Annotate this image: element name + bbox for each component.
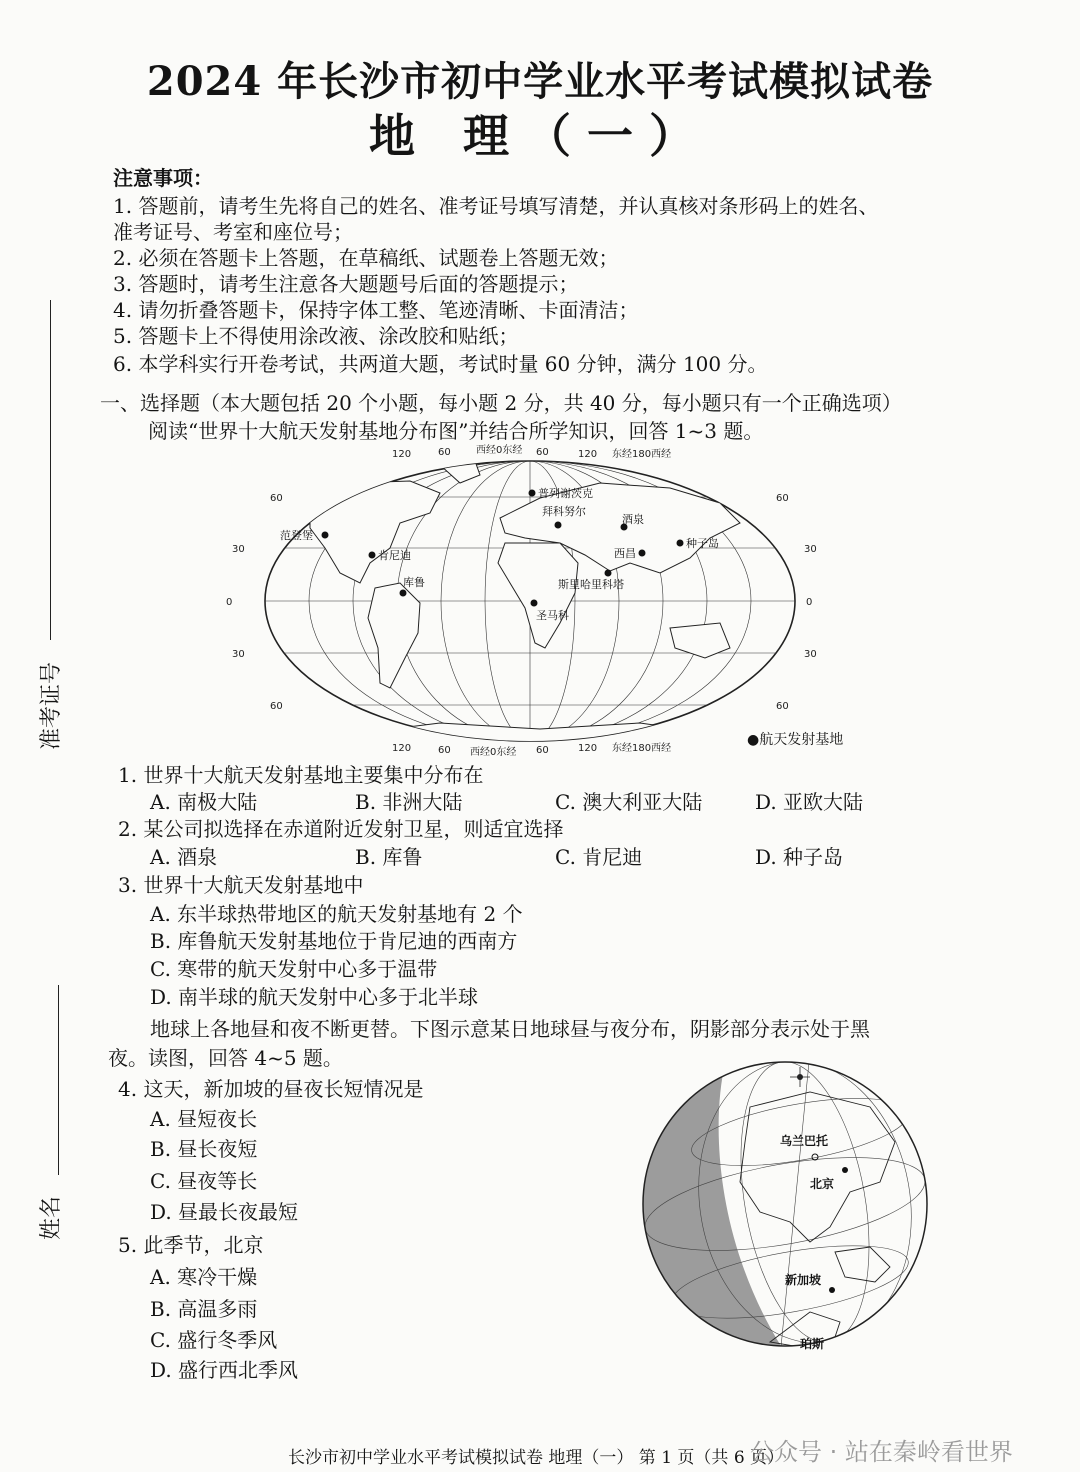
- question-option: A. 昼短夜长: [150, 1107, 258, 1131]
- notice-item: 2. 必须在答题卡上答题，在草稿纸、试题卷上答题无效；: [113, 246, 619, 270]
- map-top-label: 西经0东经: [476, 445, 523, 456]
- question-option: B. 高温多雨: [150, 1297, 258, 1321]
- launch-site-dot: [605, 570, 612, 577]
- launch-site-dot: [529, 490, 536, 497]
- question-option: B. 非洲大陆: [355, 790, 463, 814]
- exam-subtitle: 地 理（一）: [368, 109, 711, 163]
- map-top-label: 120: [578, 449, 598, 460]
- page-footer: 长沙市初中学业水平考试模拟试卷 地理（一） 第 1 页（共 6 页）: [288, 1448, 785, 1468]
- question-option: C. 肯尼迪: [555, 845, 643, 869]
- launch-site-label: 范登堡: [280, 529, 313, 542]
- sidebar-exam-number-label: 准考证号: [39, 661, 64, 750]
- question-option: D. 种子岛: [755, 845, 844, 869]
- launch-site-dot: [400, 590, 407, 597]
- map-left-lat: 60: [270, 701, 283, 712]
- sidebar-name-label: 姓名: [39, 1195, 64, 1240]
- question-option: C. 昼夜等长: [150, 1169, 258, 1193]
- launch-site-label: 酒泉: [622, 513, 644, 526]
- question-stem: 1. 世界十大航天发射基地主要集中分布在: [118, 763, 484, 787]
- day-night-globe: [640, 1052, 930, 1357]
- map-bottom-label: 60: [438, 745, 451, 756]
- question-option: A. 东半球热带地区的航天发射基地有 2 个: [150, 902, 523, 926]
- question-option: D. 昼最长夜最短: [150, 1200, 299, 1224]
- question-stem: 2. 某公司拟选择在赤道附近发射卫星，则适宜选择: [118, 817, 564, 841]
- map-top-label: 60: [536, 447, 549, 458]
- notice-item: 3. 答题时，请考生注意各大题题号后面的答题提示；: [113, 272, 579, 296]
- question-option: D. 盛行西北季风: [150, 1358, 299, 1382]
- question-stem: 3. 世界十大航天发射基地中: [118, 873, 364, 897]
- passage-line: 夜。读图，回答 4~5 题。: [108, 1046, 343, 1070]
- launch-site-label: 斯里哈里科塔: [558, 578, 624, 591]
- map-left-lat: 30: [232, 649, 245, 660]
- map-right-lat: 60: [776, 701, 789, 712]
- watermark: 公众号 · 站在秦岭看世界: [750, 1438, 1013, 1466]
- map-top-label: 60: [438, 447, 451, 458]
- question-option: D. 亚欧大陆: [755, 790, 864, 814]
- question-option: C. 澳大利亚大陆: [555, 790, 703, 814]
- map-legend: ●航天发射基地: [747, 732, 844, 748]
- sidebar-rule-mid: [58, 985, 59, 1175]
- map-right-lat: 30: [804, 544, 817, 555]
- question-option: B. 库鲁航天发射基地位于肯尼迪的西南方: [150, 929, 518, 953]
- question-option: A. 南极大陆: [150, 790, 258, 814]
- launch-site-dot: [677, 540, 684, 547]
- globe-label-singapore: 新加坡: [785, 1273, 822, 1287]
- notice-item: 准考证号、考室和座位号；: [113, 220, 353, 244]
- question-option: A. 寒冷干燥: [150, 1265, 258, 1289]
- launch-site-label: 拜科努尔: [542, 505, 586, 518]
- notice-item: 1. 答题前，请考生先将自己的姓名、准考证号填写清楚，并认真核对条形码上的姓名、: [113, 194, 879, 218]
- exam-title: 2024 年长沙市初中学业水平考试模拟试卷: [146, 58, 934, 105]
- map-right-lat: 30: [804, 649, 817, 660]
- map-top-label: 东经180西经: [612, 449, 672, 460]
- launch-site-label: 西昌: [614, 547, 636, 560]
- map-right-lat: 60: [776, 493, 789, 504]
- launch-site-dot: [322, 532, 329, 539]
- question-option: A. 酒泉: [150, 845, 218, 869]
- launch-site-label: 库鲁: [403, 576, 425, 589]
- launch-site-label: 普列谢茨克: [538, 487, 593, 500]
- sidebar-rule-top: [50, 300, 51, 640]
- globe-label-beijing: 北京: [810, 1177, 835, 1191]
- question-option: D. 南半球的航天发射中心多于北半球: [150, 985, 479, 1009]
- map-bottom-label: 东经180西经: [612, 743, 672, 754]
- question-option: C. 盛行冬季风: [150, 1328, 278, 1352]
- launch-site-dot: [639, 550, 646, 557]
- map-bottom-label: 西经0东经: [470, 747, 517, 758]
- notice-item: 5. 答题卡上不得使用涂改液、涂改胶和贴纸；: [113, 324, 519, 348]
- launch-site-dot: [531, 600, 538, 607]
- notice-item: 6. 本学科实行开卷考试，共两道大题，考试时量 60 分钟，满分 100 分。: [113, 352, 768, 376]
- map-left-lat: 60: [270, 493, 283, 504]
- question-option: C. 寒带的航天发射中心多于温带: [150, 957, 438, 981]
- notice-heading: 注意事项：: [113, 166, 213, 190]
- section-intro: 阅读“世界十大航天发射基地分布图”并结合所学知识，回答 1~3 题。: [148, 419, 764, 443]
- launch-site-dot: [555, 522, 562, 529]
- map-bottom-label: 120: [392, 743, 412, 754]
- world-launch-site-map: [226, 443, 820, 758]
- question-option: B. 昼长夜短: [150, 1137, 258, 1161]
- notice-item: 4. 请勿折叠答题卡，保持字体工整、笔迹清晰、卡面清洁；: [113, 298, 639, 322]
- question-option: B. 库鲁: [355, 845, 423, 869]
- section-heading: 一、选择题（本大题包括 20 个小题，每小题 2 分，共 40 分，每小题只有一个正确选项）: [100, 391, 902, 415]
- launch-site-dot: [369, 552, 376, 559]
- question-stem: 5. 此季节，北京: [118, 1233, 264, 1257]
- question-stem: 4. 这天，新加坡的昼夜长短情况是: [118, 1077, 424, 1101]
- map-left-lat: 30: [232, 544, 245, 555]
- map-left-lat: 0: [226, 597, 233, 608]
- passage-line: 地球上各地昼和夜不断更替。下图示意某日地球昼与夜分布，阴影部分表示处于黑: [150, 1017, 870, 1041]
- globe-label-ulaanbaatar: 乌兰巴托: [780, 1134, 829, 1148]
- launch-site-label: 圣马科: [536, 609, 569, 622]
- map-top-label: 120: [392, 449, 412, 460]
- launch-site-label: 种子岛: [686, 537, 719, 550]
- map-bottom-label: 120: [578, 743, 598, 754]
- globe-label-perth: 珀斯: [800, 1337, 825, 1351]
- launch-site-label: 肯尼迪: [378, 549, 411, 562]
- map-right-lat: 0: [806, 597, 813, 608]
- map-bottom-label: 60: [536, 745, 549, 756]
